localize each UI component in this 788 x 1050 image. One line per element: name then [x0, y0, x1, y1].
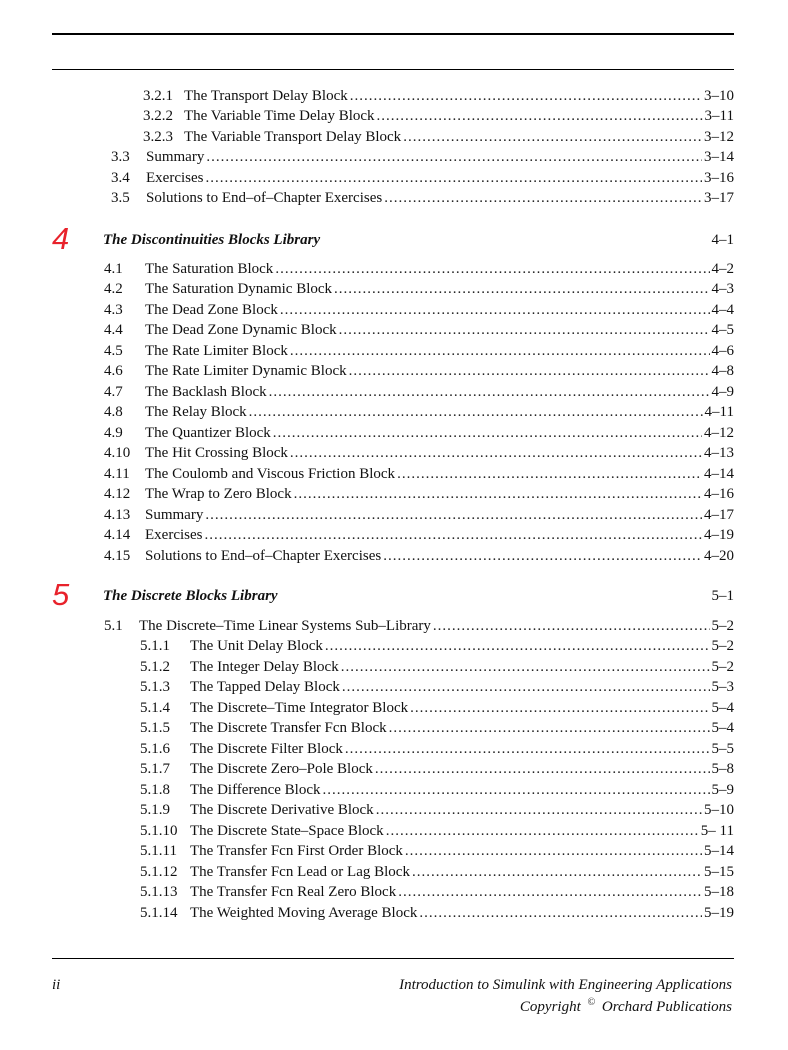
toc-entry-number: 5.1.13 [140, 884, 178, 901]
dot-leader [383, 546, 702, 566]
toc-entry-title: The Transport Delay Block [184, 88, 348, 104]
chapter-heading[interactable] [52, 578, 734, 612]
dot-leader [398, 882, 702, 902]
toc-entry-number: 3.4 [111, 169, 130, 186]
toc-entry-page: 3–16 [704, 169, 734, 186]
toc-entry[interactable] [104, 546, 734, 566]
toc-entry-page: 4–16 [704, 486, 734, 503]
toc-entry[interactable] [143, 127, 734, 147]
dot-leader [386, 821, 699, 841]
dot-leader [397, 464, 702, 484]
toc-entry-number: 4.8 [104, 404, 123, 421]
dot-leader [325, 636, 710, 656]
toc-entry-number: 5.1.7 [140, 761, 170, 778]
dot-leader [275, 259, 709, 279]
dot-leader [350, 86, 702, 106]
chapter-number: 5 [52, 577, 70, 612]
dot-leader [334, 279, 709, 299]
toc-entry-page: 4–13 [704, 445, 734, 462]
dot-leader [273, 423, 702, 443]
toc-entry-title: The Transfer Fcn Real Zero Block [190, 884, 397, 901]
toc-entry-title: The Discrete Derivative Block [190, 802, 374, 819]
toc-entry-number: 4.7 [104, 383, 123, 400]
dot-leader [403, 127, 702, 147]
toc-entry-title: The Discrete Filter Block [190, 740, 343, 757]
toc-entry-page: 5–8 [711, 761, 734, 778]
toc-entry-number: 5.1.6 [140, 740, 170, 757]
toc-entry[interactable] [111, 188, 734, 208]
toc-entry-title: The Discrete–Time Linear Systems Sub–Library [139, 618, 431, 634]
toc-entry-page: 4–14 [704, 465, 734, 482]
toc-entry-title: The Weighted Moving Average Block [190, 904, 418, 921]
toc-entry-page: 4–8 [711, 363, 734, 380]
toc-entry-number: 4.6 [104, 363, 123, 380]
toc-entry-number: 4.2 [104, 281, 123, 298]
toc-entry[interactable] [140, 882, 734, 902]
toc-entry-page: 4–12 [704, 424, 734, 441]
dot-leader [389, 718, 710, 738]
toc-entry-number: 4.11 [104, 465, 130, 482]
toc-entry[interactable] [104, 525, 734, 545]
footer-rule [52, 958, 734, 959]
toc-entry-title: The Variable Transport Delay Block [184, 128, 402, 145]
dot-leader [205, 505, 702, 525]
toc-entry[interactable] [104, 443, 734, 463]
toc-entry-number: 5.1.2 [140, 658, 170, 675]
chapter-page: 4–1 [711, 232, 734, 248]
toc-entry-number: 4.14 [104, 527, 131, 544]
toc-entry-number: 5.1.3 [140, 679, 170, 696]
toc-entry-title: Exercises [146, 169, 204, 186]
toc-entry-page: 5–9 [711, 781, 734, 798]
toc-entry[interactable] [140, 739, 734, 759]
toc-entry-number: 4.1 [104, 261, 123, 277]
toc-entry[interactable] [140, 800, 734, 820]
dot-leader [290, 443, 702, 463]
toc-entry[interactable] [140, 821, 734, 841]
toc-entry-page: 3–14 [704, 149, 734, 166]
toc-entry[interactable] [143, 106, 734, 126]
toc-entry-page: 3–11 [704, 108, 734, 125]
toc-entry-title: The Coulomb and Viscous Friction Block [145, 465, 396, 482]
toc-entry-title: The Hit Crossing Block [145, 445, 288, 462]
toc-entry[interactable] [143, 86, 734, 106]
toc-entry-title: The Difference Block [190, 781, 321, 798]
toc-entry-title: The Discrete Zero–Pole Block [190, 761, 373, 778]
dot-leader [249, 402, 703, 422]
toc-entry[interactable] [104, 402, 734, 422]
toc-entry[interactable] [104, 505, 734, 525]
toc-entry[interactable] [104, 341, 734, 361]
chapter-page: 5–1 [711, 588, 734, 604]
toc-entry-page: 5–3 [711, 679, 734, 696]
dot-leader [377, 106, 703, 126]
toc-entry-page: 5–2 [711, 618, 734, 634]
toc-entry-number: 5.1.14 [140, 904, 178, 921]
dot-leader [376, 800, 702, 820]
dot-leader [341, 657, 710, 677]
toc-entry-title: The Transfer Fcn First Order Block [190, 843, 403, 860]
dot-leader [384, 188, 702, 208]
toc-entry[interactable] [140, 903, 734, 923]
dot-leader [269, 382, 710, 402]
toc-entry[interactable] [104, 320, 734, 340]
toc-entry[interactable] [104, 484, 734, 504]
toc-entry-title: The Integer Delay Block [190, 658, 339, 675]
dot-leader [280, 300, 710, 320]
toc-entry[interactable] [140, 636, 734, 656]
toc-entry-number: 4.10 [104, 445, 131, 462]
toc-entry-title: The Discrete–Time Integrator Block [190, 699, 409, 716]
dot-leader [419, 903, 702, 923]
dot-leader [290, 341, 710, 361]
toc-entry-title: The Quantizer Block [145, 424, 271, 441]
toc-entry-title: The Backlash Block [145, 383, 267, 400]
toc-entry-page: 5–10 [704, 802, 734, 819]
toc-entry-title: The Unit Delay Block [190, 638, 323, 655]
toc-entry-page: 5– 11 [700, 822, 734, 839]
toc-entry-title: Solutions to End–of–Chapter Exercises [145, 547, 382, 564]
toc-entry-title: The Discrete State–Space Block [190, 822, 384, 839]
toc-entry-page: 4–3 [711, 281, 734, 298]
toc-entry-page: 4–2 [711, 261, 734, 277]
toc-entry-page: 5–5 [711, 740, 734, 757]
toc-entry-page: 4–5 [711, 322, 734, 339]
dot-leader [342, 677, 710, 697]
toc-entry-title: Summary [146, 149, 205, 166]
toc-entry[interactable] [104, 300, 734, 320]
toc-entry-number: 3.2.3 [143, 128, 173, 145]
toc-entry-title: The Rate Limiter Block [145, 342, 288, 359]
toc-entry-page: 3–12 [704, 128, 734, 145]
toc-entry-number: 5.1.9 [140, 802, 170, 819]
chapter-number: 4 [52, 221, 70, 256]
toc-entry[interactable] [111, 168, 734, 188]
toc-entry[interactable] [111, 147, 734, 167]
toc-entry[interactable] [140, 841, 734, 861]
dot-leader [433, 616, 710, 636]
toc-entry-page: 4–9 [711, 383, 734, 400]
toc-entry-page: 5–19 [704, 904, 734, 921]
toc-entry-title: The Rate Limiter Dynamic Block [145, 363, 347, 380]
toc-entry-title: The Saturation Dynamic Block [145, 281, 333, 298]
chapter-title: The Discontinuities Blocks Library [103, 232, 321, 248]
toc-entry-number: 4.13 [104, 506, 131, 523]
toc-entry-number: 5.1.4 [140, 699, 170, 716]
toc-entry-title: The Tapped Delay Block [190, 679, 340, 696]
toc-entry[interactable] [140, 718, 734, 738]
toc-entry-title: The Dead Zone Block [145, 301, 278, 318]
dot-leader [349, 361, 710, 381]
toc-entry-page: 5–2 [711, 638, 734, 655]
toc-entry-page: 5–18 [704, 884, 734, 901]
toc-entry-number: 4.4 [104, 322, 123, 339]
toc-entry-title: The Variable Time Delay Block [184, 108, 375, 125]
toc-entry-number: 5.1.10 [140, 822, 178, 839]
page-number: ii [52, 977, 61, 993]
toc-entry[interactable] [104, 423, 734, 443]
toc-entry-number: 5.1.5 [140, 720, 170, 737]
toc-entry-number: 4.9 [104, 424, 123, 441]
toc-entry-page: 4–11 [704, 404, 734, 421]
toc-entry-number: 3.5 [111, 190, 130, 207]
dot-leader [410, 698, 709, 718]
toc-entry-title: Solutions to End–of–Chapter Exercises [146, 190, 383, 207]
dot-leader [375, 759, 710, 779]
toc-entry-page: 4–4 [711, 301, 734, 318]
toc-entry-page: 4–19 [704, 527, 734, 544]
toc-entry-page: 5–4 [711, 699, 734, 716]
toc-entry-number: 3.2.1 [143, 88, 173, 104]
toc-entry-number: 4.5 [104, 342, 123, 359]
publisher-name: Orchard Publications [601, 999, 732, 1015]
dot-leader [204, 525, 702, 545]
toc-entry-number: 4.12 [104, 486, 131, 503]
dot-leader [294, 484, 702, 504]
toc-entry[interactable] [104, 382, 734, 402]
dot-leader [412, 862, 702, 882]
toc-entry-number: 3.2.2 [143, 108, 173, 125]
toc-entry[interactable] [104, 361, 734, 381]
toc-entry-page: 5–2 [711, 658, 734, 675]
dot-leader [205, 168, 702, 188]
toc-entry[interactable] [104, 464, 734, 484]
header-rule-bottom [52, 69, 734, 70]
toc-entry-number: 5.1.1 [140, 638, 170, 655]
toc-entry-page: 5–14 [704, 843, 734, 860]
toc-entry-number: 3.3 [111, 149, 130, 166]
toc-entry-title: The Dead Zone Dynamic Block [145, 322, 337, 339]
toc-entry[interactable] [140, 657, 734, 677]
toc-entry-title: The Discrete Transfer Fcn Block [190, 720, 387, 737]
toc-entry[interactable] [104, 279, 734, 299]
toc-entry-number: 5.1.12 [140, 863, 178, 880]
toc-entry-title: Summary [145, 506, 204, 523]
chapter-heading[interactable] [52, 222, 734, 256]
toc-entry-page: 3–17 [704, 190, 734, 207]
toc-entry-title: The Relay Block [145, 404, 247, 421]
chapter-title: The Discrete Blocks Library [103, 588, 278, 604]
toc-entry-page: 4–6 [711, 342, 734, 359]
toc-entry-number: 5.1.8 [140, 781, 170, 798]
toc-entry-number: 4.15 [104, 547, 131, 564]
book-title: Introduction to Simulink with Engineering Applications [399, 977, 732, 993]
copyright-line [520, 997, 732, 1016]
toc-entry[interactable] [140, 780, 734, 800]
header-rule-top [52, 33, 734, 35]
dot-leader [405, 841, 702, 861]
toc-entry-page: 5–4 [711, 720, 734, 737]
toc-entry[interactable] [104, 616, 734, 636]
toc-entry-title: The Transfer Fcn Lead or Lag Block [190, 863, 410, 880]
copyright-symbol: © [587, 997, 596, 1008]
toc-entry-page: 4–20 [704, 547, 734, 564]
dot-leader [339, 320, 710, 340]
toc-entry-title: Exercises [145, 527, 203, 544]
toc-entry-number: 4.3 [104, 301, 123, 318]
toc-entry[interactable] [104, 259, 734, 279]
toc-entry-page: 4–17 [704, 506, 734, 523]
copyright-word: Copyright [519, 999, 581, 1015]
toc-entry[interactable] [140, 759, 734, 779]
dot-leader [206, 147, 702, 167]
toc-entry-title: The Saturation Block [145, 261, 274, 277]
toc-entry-number: 5.1.11 [140, 843, 177, 860]
toc-entry-title: The Wrap to Zero Block [145, 486, 292, 503]
toc-entry-number: 5.1 [104, 618, 123, 634]
dot-leader [345, 739, 710, 759]
toc-entry-page: 3–10 [704, 88, 734, 104]
toc-entry[interactable] [140, 862, 734, 882]
toc-entry[interactable] [140, 677, 734, 697]
dot-leader [323, 780, 710, 800]
toc-entry[interactable] [140, 698, 734, 718]
toc-entry-page: 5–15 [704, 863, 734, 880]
